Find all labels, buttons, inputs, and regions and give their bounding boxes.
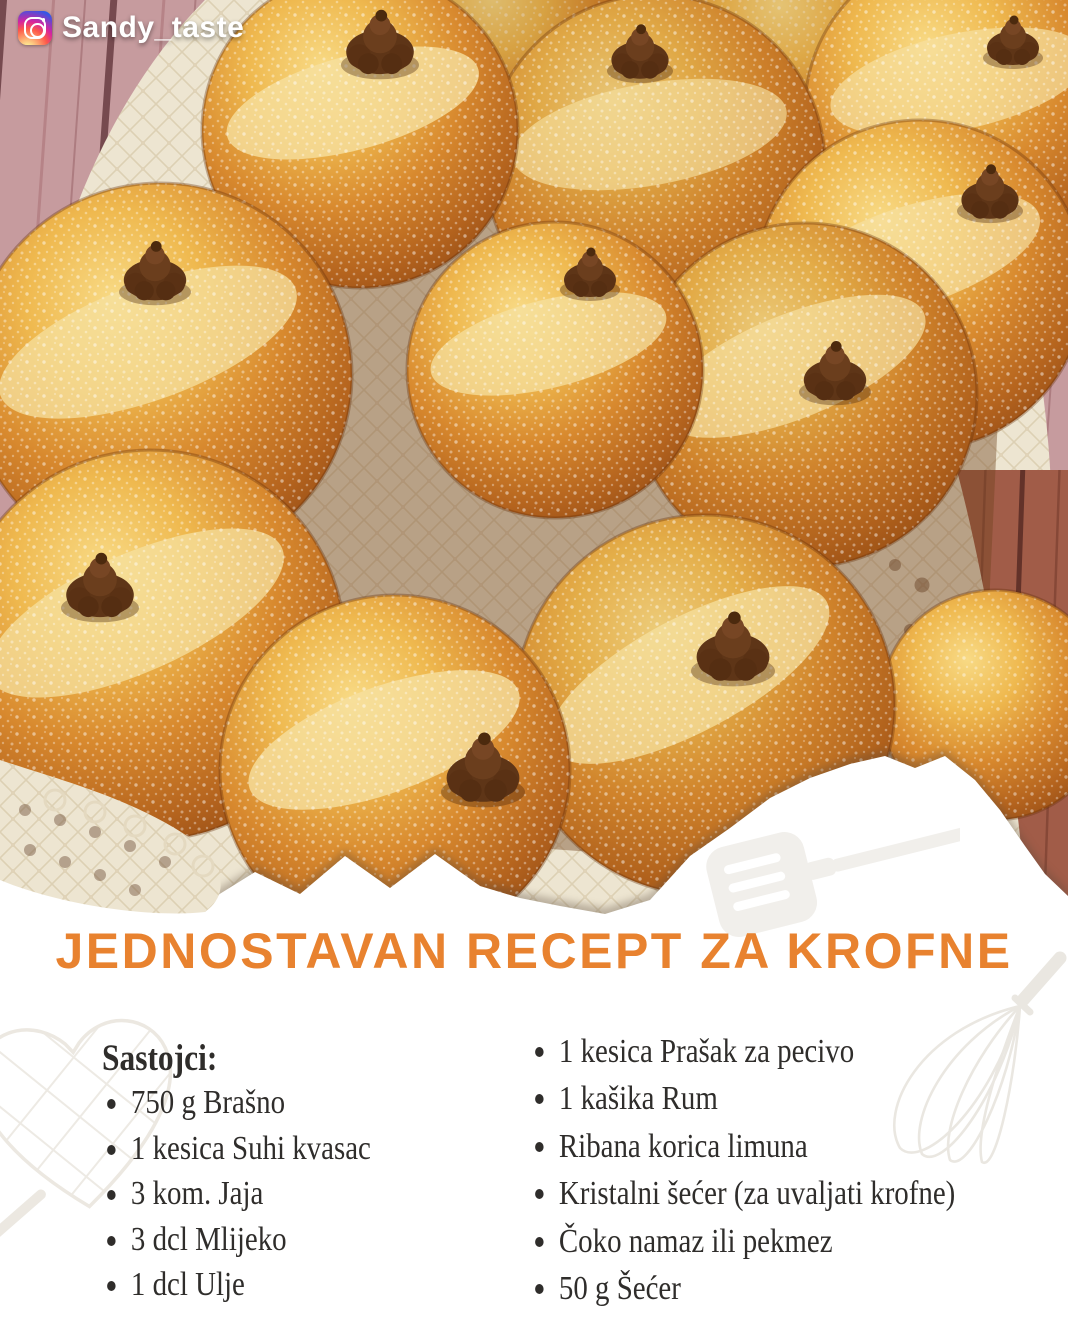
instagram-handle: Sandy_taste (62, 11, 245, 44)
heart-whisk-watermark-icon (0, 992, 205, 1242)
donut (407, 222, 703, 518)
ingredient-item: 1 kesica Prašak za pecivo (530, 1028, 955, 1075)
ingredient-item: Kristalni šećer (za uvaljati krofne) (530, 1170, 955, 1217)
recipe-title: JEDNOSTAVAN RECEPT ZA KROFNE (55, 923, 1013, 979)
ingredient-item: 3 dcl Mlijeko (102, 1217, 371, 1263)
ingredient-item: 3 kom. Jaja (102, 1171, 371, 1217)
spatula-watermark-icon (660, 800, 960, 940)
camera-lens (30, 23, 45, 38)
ingredient-item: Ribana korica limuna (530, 1123, 955, 1170)
instagram-icon (18, 11, 52, 45)
ingredient-item: 1 kašika Rum (530, 1075, 955, 1122)
ingredients-heading: Sastojci: (102, 1038, 218, 1079)
ingredient-item: 50 g Šećer (530, 1265, 955, 1312)
whisk-watermark-icon (860, 950, 1068, 1190)
camera-flash-dot (42, 18, 46, 22)
ingredient-item: 1 dcl Ulje (102, 1262, 371, 1308)
ingredient-item: Čoko namaz ili pekmez (530, 1218, 955, 1265)
ingredient-item: 1 kesica Suhi kvasac (102, 1126, 371, 1172)
ingredient-item: 750 g Brašno (102, 1080, 371, 1126)
instagram-badge (18, 11, 244, 45)
